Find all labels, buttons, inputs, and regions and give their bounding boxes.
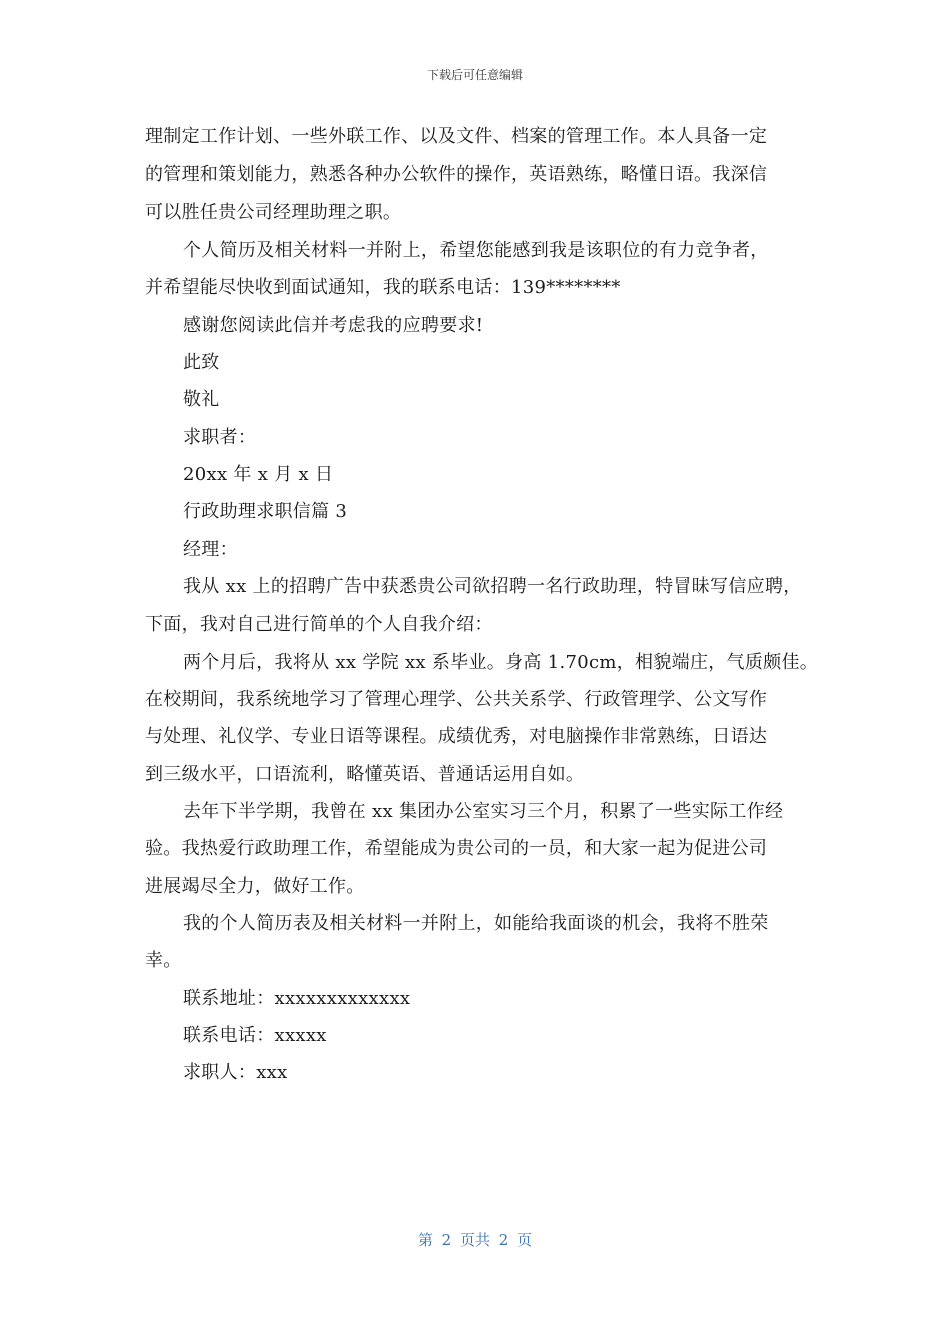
body-line: 到三级水平，口语流利，略懂英语、普通话运用自如。 bbox=[145, 764, 585, 785]
body-line: 我的个人简历表及相关材料一并附上，如能给我面谈的机会，我将不胜荣 bbox=[183, 913, 769, 934]
page-header: 下载后可任意编辑 bbox=[426, 68, 523, 82]
body-line: 并希望能尽快收到面试通知，我的联系电话：139******** bbox=[145, 277, 621, 298]
closing-line: 敬礼 bbox=[183, 389, 220, 410]
body-line: 进展竭尽全力，做好工作。 bbox=[145, 876, 365, 897]
salutation: 经理： bbox=[183, 539, 238, 560]
body-line: 个人简历及相关材料一并附上，希望您能感到我是该职位的有力竞争者， bbox=[183, 240, 769, 261]
applicant-name: 求职人：xxx bbox=[183, 1062, 288, 1083]
body-line: 的管理和策划能力，熟悉各种办公软件的操作，英语熟练，略懂日语。我深信 bbox=[145, 164, 768, 185]
contact-address: 联系地址：xxxxxxxxxxxxx bbox=[183, 988, 411, 1009]
body-line: 我从 xx 上的招聘广告中获悉贵公司欲招聘一名行政助理，特冒昧写信应聘， bbox=[183, 576, 802, 597]
closing-line: 此致 bbox=[183, 352, 220, 373]
body-line: 可以胜任贵公司经理助理之职。 bbox=[145, 202, 402, 223]
date-line: 20xx 年 x 月 x 日 bbox=[183, 464, 334, 485]
body-line: 两个月后，我将从 xx 学院 xx 系毕业。身高 1.70cm，相貌端庄，气质颇佳。 bbox=[183, 652, 819, 673]
section-title: 行政助理求职信篇 3 bbox=[183, 501, 348, 522]
contact-phone: 联系电话：xxxxx bbox=[183, 1025, 327, 1046]
body-line: 理制定工作计划、一些外联工作、以及文件、档案的管理工作。本人具备一定 bbox=[145, 126, 768, 147]
body-line: 在校期间，我系统地学习了管理心理学、公共关系学、行政管理学、公文写作 bbox=[145, 689, 768, 710]
body-line: 验。我热爱行政助理工作，希望能成为贵公司的一员，和大家一起为促进公司 bbox=[145, 838, 768, 859]
body-line: 下面，我对自己进行简单的个人自我介绍： bbox=[145, 614, 493, 635]
body-line: 感谢您阅读此信并考虑我的应聘要求! bbox=[183, 315, 484, 336]
page-number-footer: 第 2 页共 2 页 bbox=[417, 1231, 533, 1249]
body-line: 去年下半学期，我曾在 xx 集团办公室实习三个月，积累了一些实际工作经 bbox=[183, 801, 784, 822]
signature-label: 求职者： bbox=[183, 427, 257, 448]
body-line: 与处理、礼仪学、专业日语等课程。成绩优秀，对电脑操作非常熟练，日语达 bbox=[145, 726, 768, 747]
body-line: 幸。 bbox=[145, 950, 182, 971]
